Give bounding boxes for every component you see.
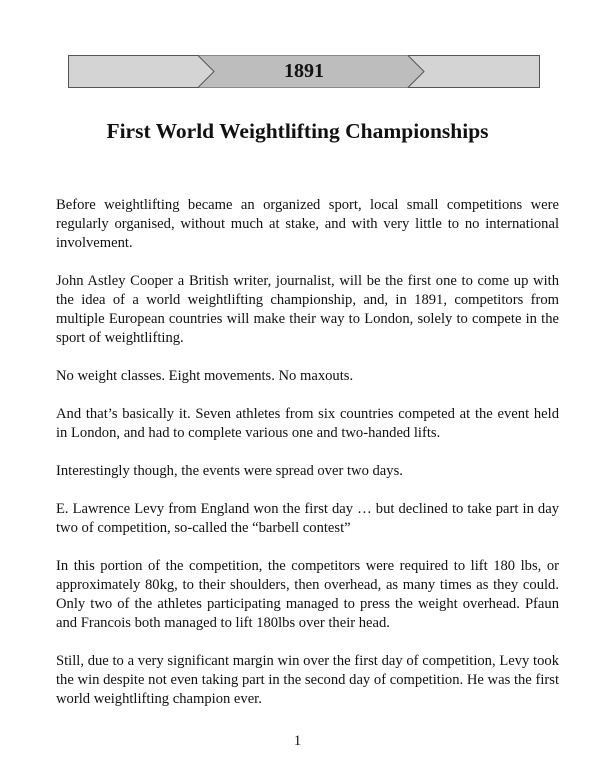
article-body <box>56 196 559 728</box>
paragraph: And that’s basically it. Seven athletes from six countries competed at the event held in London, and had to complete various one and two-handed lifts. <box>56 406 559 441</box>
page-number: 1 <box>293 733 302 749</box>
paragraph: In this portion of the competition, the competitors were required to lift 180 lbs, or approximately 80kg, to their shoulders, then overhead, as many times as they could. Only two of the athletes participating managed to press the weight overhead. Pfaun and Francois both managed to lift 180lbs over their head. <box>56 558 559 631</box>
year-banner <box>68 55 540 88</box>
paragraph: E. Lawrence Levy from England won the first day … but declined to take part in day two of competition, so-called the “barbell contest” <box>56 501 559 536</box>
paragraph: Before weightlifting became an organized sport, local small competitions were regularly organised, without much at stake, and with very little to no international involvement. <box>56 197 559 251</box>
paragraph: Interestingly though, the events were spread over two days. <box>56 463 403 479</box>
paragraph: John Astley Cooper a British writer, journalist, will be the first one to come up with the idea of a world weightlifting championship, and, in 1891, competitors from multiple European countries will make their way to London, solely to compete in the sport of weightlifting. <box>56 273 559 346</box>
banner-year: 1891 <box>284 60 324 82</box>
page-title: First World Weightlifting Championships <box>106 119 489 143</box>
paragraph: No weight classes. Eight movements. No maxouts. <box>56 368 354 384</box>
paragraph: Still, due to a very significant margin win over the first day of competition, Levy took the win despite not even taking part in the second day of competition. He was the first world weightlifting champion ever. <box>56 653 559 707</box>
